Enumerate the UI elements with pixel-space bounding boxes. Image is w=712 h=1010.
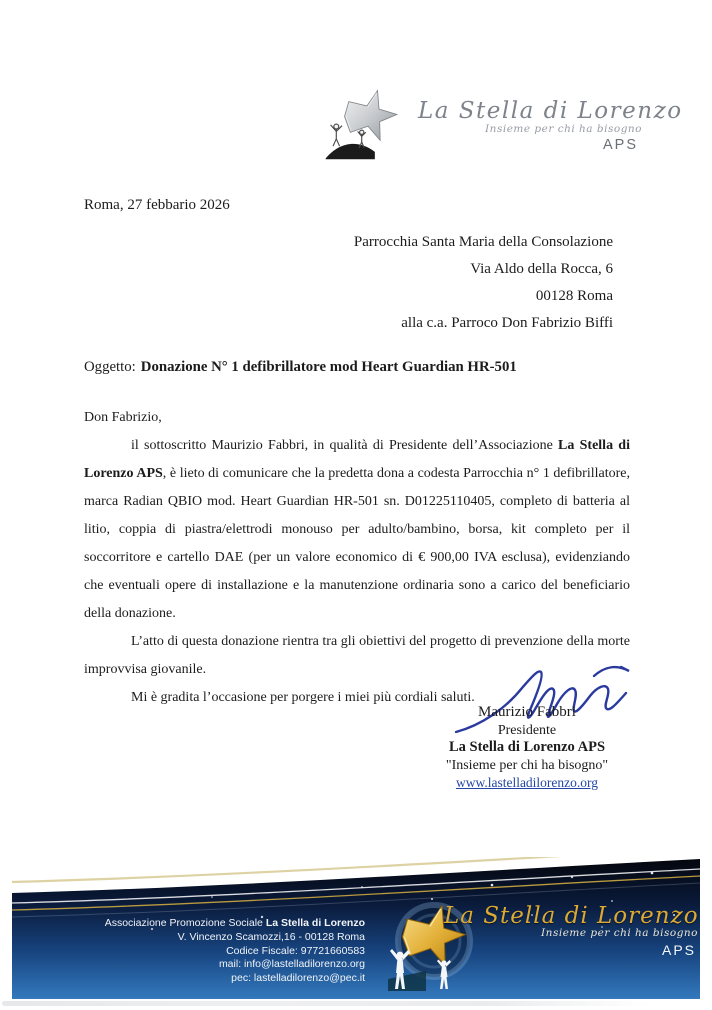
footer-brand-tagline: Insieme per chi ha bisogno <box>541 927 698 939</box>
signer-organization: La Stella di Lorenzo APS <box>448 739 606 755</box>
brand-name: La Stella di Lorenzo <box>418 98 683 124</box>
footer-brand-name: La Stella di Lorenzo <box>444 903 699 929</box>
footer-pec: pec: lastelladilorenzo@pec.it <box>231 972 365 985</box>
brand-aps-label: APS <box>602 137 638 153</box>
subject-line <box>84 359 517 376</box>
paragraph-1-bold: La Stella di Lorenzo APS <box>84 438 630 481</box>
star-logo-icon <box>324 82 406 162</box>
signer-title: Presidente <box>497 722 557 738</box>
date-line: Roma, 27 febbario 2026 <box>84 197 230 213</box>
brand-tagline: Insieme per chi ha bisogno <box>485 123 642 135</box>
subject-label: Oggetto: <box>84 359 136 375</box>
recipient-block <box>354 229 613 337</box>
footer-association-prefix: Associazione Promozione Sociale <box>104 917 266 929</box>
recipient-line: Via Aldo della Rocca, 6 <box>470 261 613 277</box>
paragraph-1-text: il sottoscritto Maurizio Fabbri, in qualità di Presidente dell’Associazione <box>131 438 559 453</box>
footer-contact-block <box>92 917 365 986</box>
website-link[interactable]: www.lastelladilorenzo.org <box>455 775 599 790</box>
footer-aps-label: APS <box>661 942 696 958</box>
salutation: Don Fabrizio, <box>84 410 162 425</box>
paragraph-1 <box>84 432 630 628</box>
footer-brand-block <box>444 903 698 958</box>
organization-motto: "Insieme per chi ha bisogno" <box>445 757 609 773</box>
letterhead-wordmark <box>418 98 683 153</box>
footer-address: V. Vincenzo Scamozzi,16 - 00128 Roma <box>177 930 365 943</box>
signature-block <box>427 704 627 792</box>
scan-artifact-streak <box>2 1001 650 1006</box>
paragraph-2: L’atto di questa donazione rientra tra gli obiettivi del progetto di prevenzione della morte improvvisa giovanile. <box>84 634 630 677</box>
recipient-line: alla c.a. Parroco Don Fabrizio Biffi <box>401 315 613 331</box>
paragraph-3: Mi è gradita l’occasione per porgere i miei più cordiali saluti. <box>131 690 475 705</box>
recipient-line: Parrocchia Santa Maria della Consolazione <box>353 234 613 250</box>
footer-fiscal-code: Codice Fiscale: 97721660583 <box>226 944 365 957</box>
paragraph-1-text: , è lieto di comunicare che la predetta dona a codesta Parrocchia n° 1 defibrillatore, marca Radian QBIO mod. Heart Guardian HR-501 sn. D01225110405, completo di batteria al litio, coppia di piastra/elettrodi monouso per adulto/bambino, borsa, kit completo per il soccorritore e cartello DAE (per un valore economico di € 900,00 IVA esclusa), evidenziando che eventuali opere di installazione e la manutenzione ordinaria sono a carico del beneficiario della donazione. <box>84 466 630 621</box>
subject-text: Donazione N° 1 defibrillatore mod Heart Guardian HR-501 <box>140 359 517 375</box>
footer-mail: mail: info@lastelladilorenzo.org <box>218 958 365 971</box>
signer-name: Maurizio Fabbri <box>478 704 576 720</box>
footer-association-name: La Stella di Lorenzo <box>265 917 365 929</box>
recipient-line: 00128 Roma <box>535 288 613 304</box>
footer-association-line <box>92 917 365 931</box>
footer-banner <box>12 857 700 997</box>
